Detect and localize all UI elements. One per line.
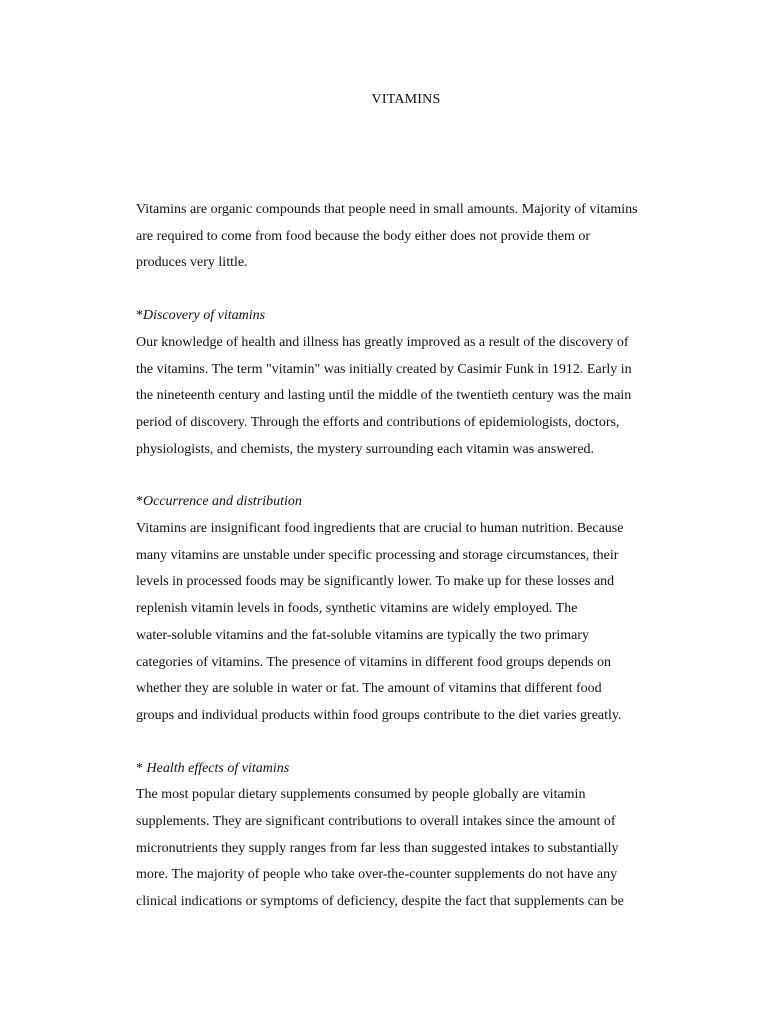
document-body [136,197,686,916]
text-line: whether they are soluble in water or fat. The amount of vitamins that different food [136,681,602,697]
heading-text: Occurrence and distribution [143,494,302,510]
text-line: produces very little. [136,255,248,271]
text-line: micronutrients they supply ranges from far less than suggested intakes to substantially [136,840,619,856]
section-heading [136,489,686,516]
text-line: supplements. They are significant contributions to overall intakes since the amount of [136,814,616,830]
text-line: the nineteenth century and lasting until the middle of the twentieth century was the main [136,388,632,404]
section-health-effects [136,756,686,916]
text-line: the vitamins. The term "vitamin" was initially created by Casimir Funk in 1912. Early in [136,361,632,377]
section-paragraph [136,782,686,916]
text-line: water-soluble vitamins and the fat-soluble vitamins are typically the two primary [136,627,590,643]
text-line: Our knowledge of health and illness has greatly improved as a result of the discovery of [136,334,629,350]
section-heading [136,756,686,783]
section-paragraph [136,516,686,730]
text-line: are required to come from food because the body either does not provide them or [136,228,591,244]
heading-marker: * [136,308,143,324]
section-heading [136,303,686,330]
text-line: levels in processed foods may be significantly lower. To make up for these losses and [136,574,615,590]
section-discovery [136,303,686,463]
text-line: groups and individual products within food groups contribute to the diet varies greatly. [136,707,622,723]
text-line: Vitamins are organic compounds that people need in small amounts. Majority of vitamins [136,202,638,217]
text-line: replenish vitamin levels in foods, synthetic vitamins are widely employed. The [136,601,578,617]
heading-text: Health effects of vitamins [146,760,290,776]
section-paragraph [136,330,686,464]
text-line: physiologists, and chemists, the mystery surrounding each vitamin was answered. [136,441,595,457]
section-occurrence [136,489,686,729]
text-line: clinical indications or symptoms of deficiency, despite the fact that supplements can be [136,894,624,910]
intro-paragraph [136,197,686,277]
text-line: categories of vitamins. The presence of vitamins in different food groups depends on [136,654,611,670]
document-title: VITAMINS [371,92,441,107]
heading-text: Discovery of vitamins [143,308,266,324]
heading-marker: * [136,760,147,776]
text-line: period of discovery. Through the efforts and contributions of epidemiologists, doctors, [136,414,620,430]
heading-marker: * [136,494,143,510]
paragraph-spacer [136,730,686,756]
text-line: Vitamins are insignificant food ingredients that are crucial to human nutrition. Because [136,521,624,537]
paragraph-spacer [136,277,686,303]
text-line: many vitamins are unstable under specific processing and storage circumstances, their [136,547,619,563]
text-line: The most popular dietary supplements consumed by people globally are vitamin [136,787,586,803]
text-line: more. The majority of people who take over-the-counter supplements do not have any [136,867,618,883]
paragraph-spacer [136,463,686,489]
